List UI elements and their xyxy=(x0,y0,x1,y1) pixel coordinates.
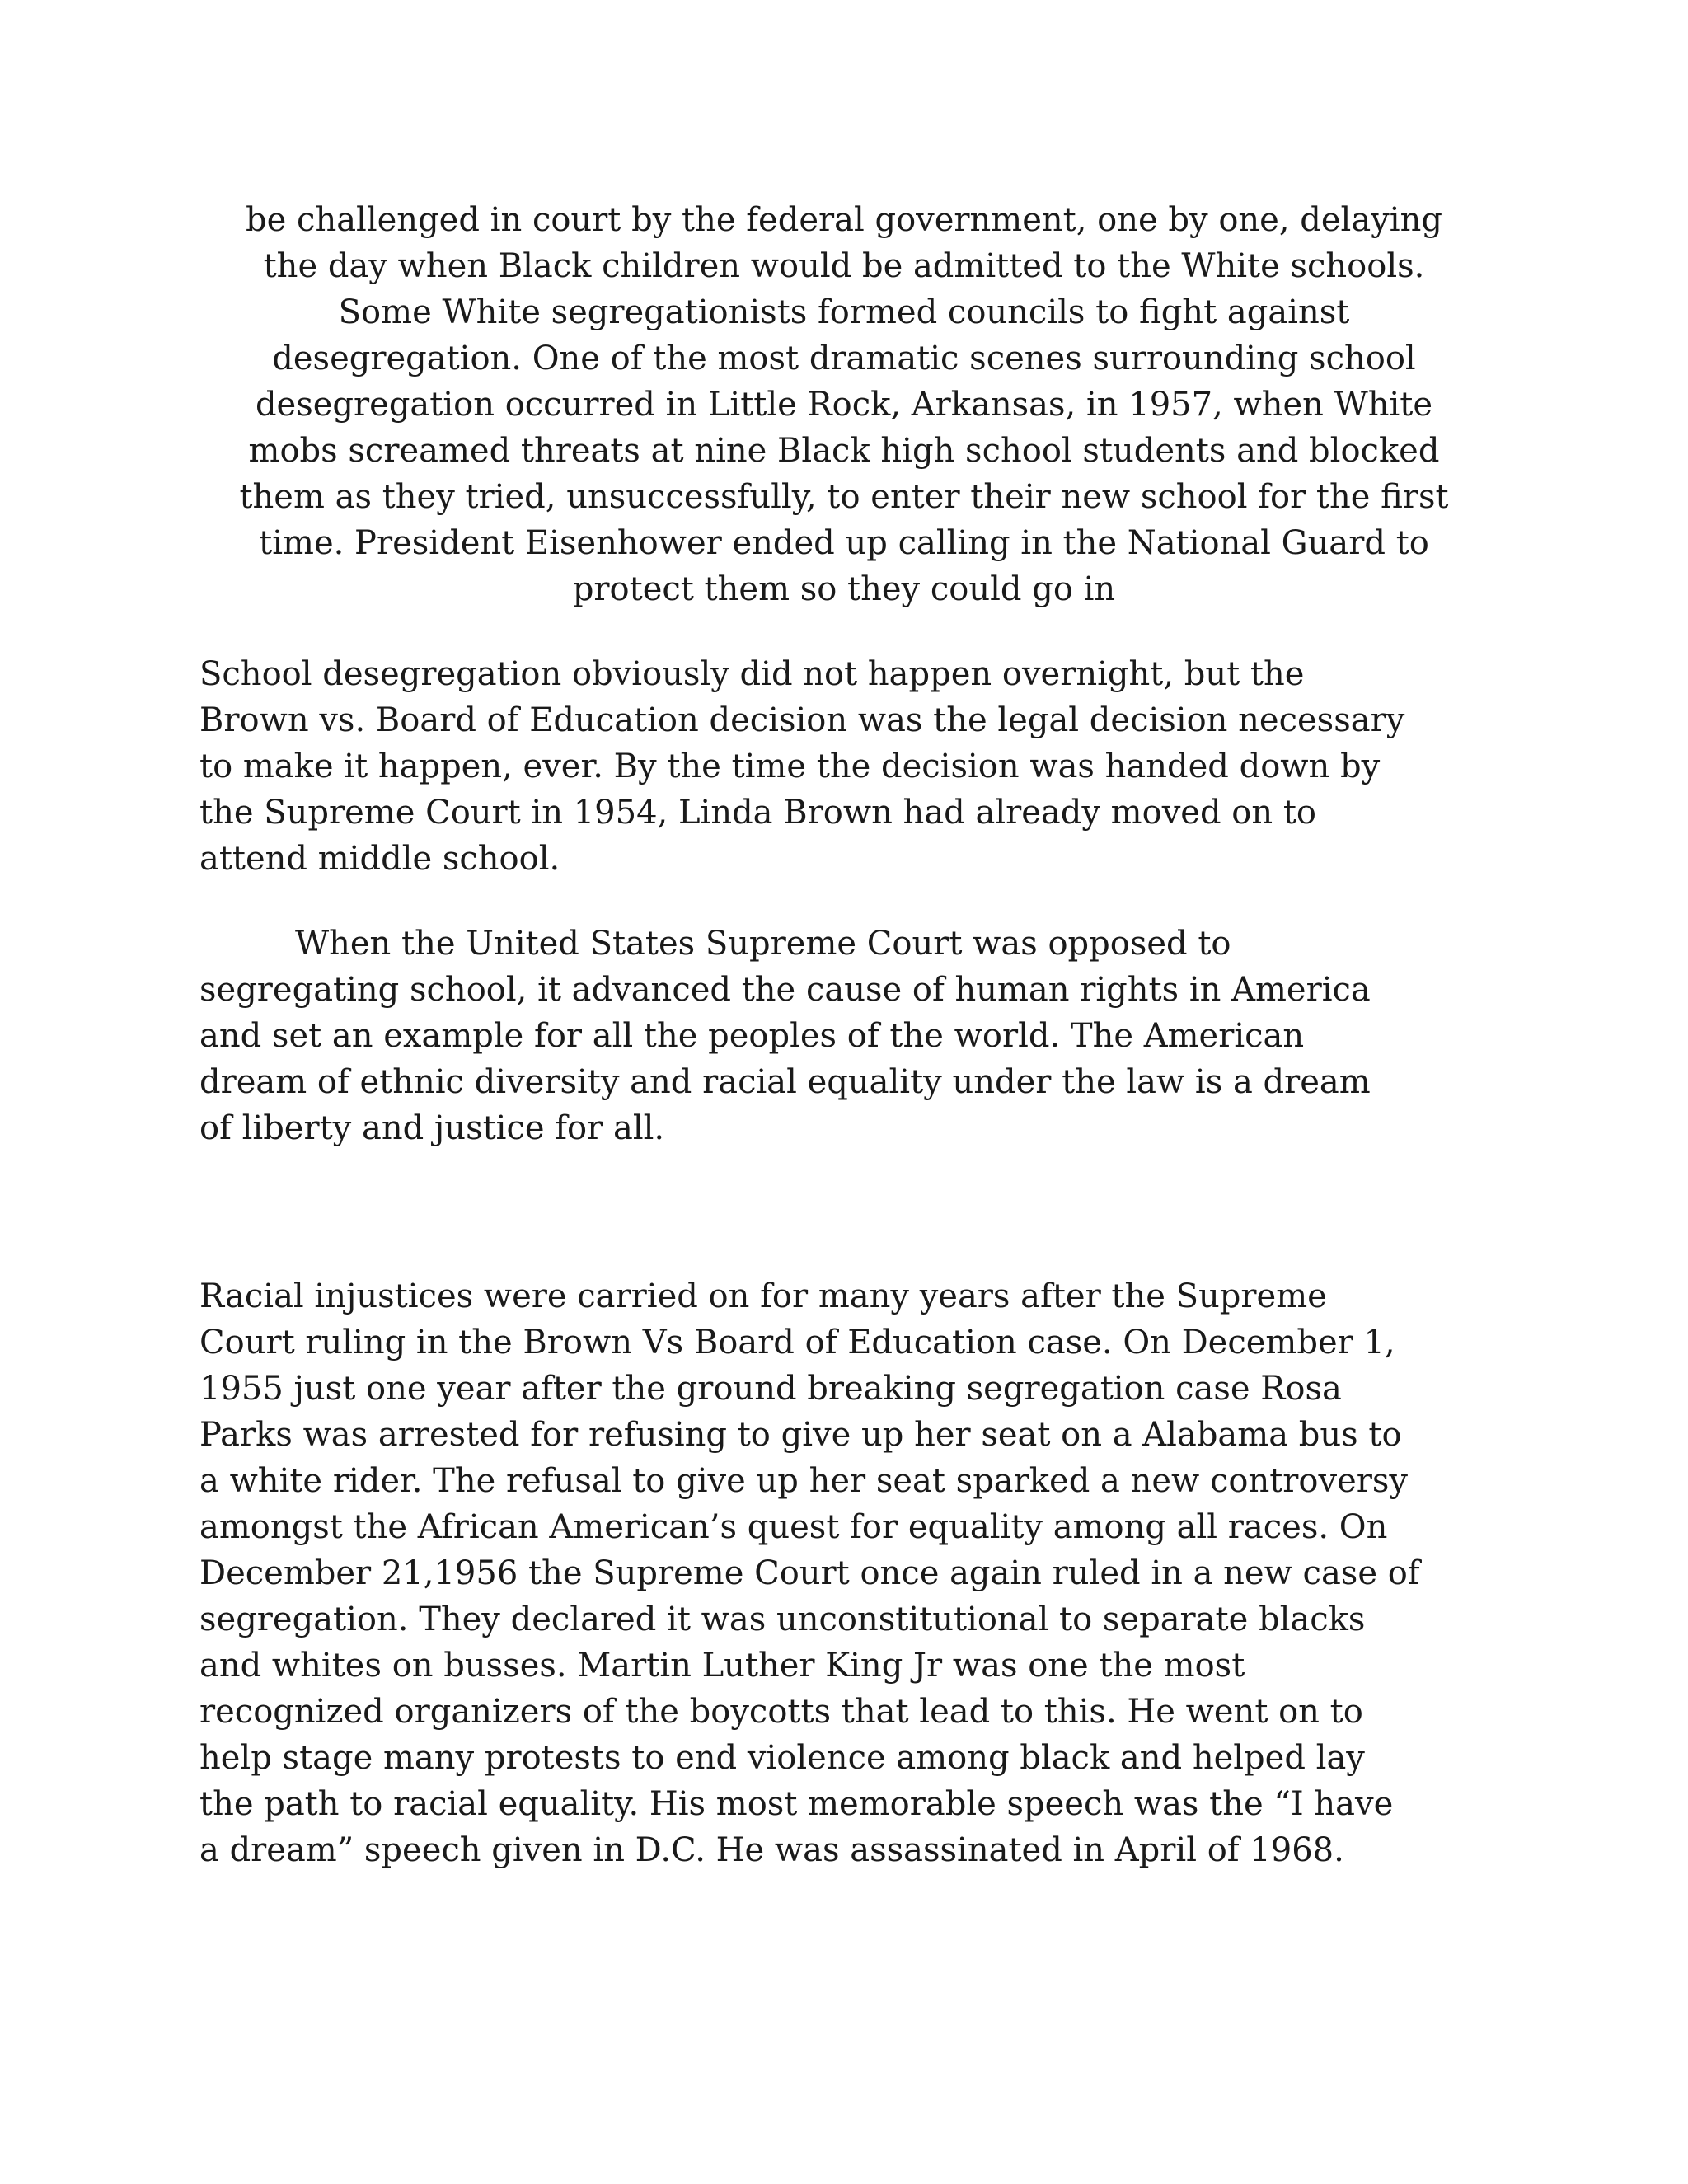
paragraph-1-line: mobs screamed threats at nine Black high school students and blocked xyxy=(248,432,1440,470)
paragraph-3-line: When the United States Supreme Court was opposed to xyxy=(295,925,1231,963)
paragraph-4-line: the path to racial equality. His most memorable speech was the “I have xyxy=(199,1785,1394,1823)
paragraph-1-line: Some White segregationists formed councils to fight against xyxy=(338,293,1350,331)
paragraph-4-line: help stage many protests to end violence among black and helped lay xyxy=(199,1739,1365,1777)
paragraph-1-line: desegregation. One of the most dramatic scenes surrounding school xyxy=(272,340,1416,377)
paragraph-1-line: time. President Eisenhower ended up calling in the National Guard to xyxy=(259,524,1429,562)
paragraph-4-line: a dream” speech given in D.C. He was assassinated in April of 1968. xyxy=(199,1831,1344,1869)
paragraph-4-line: Racial injustices were carried on for many years after the Supreme xyxy=(199,1277,1327,1315)
paragraph-2-line: the Supreme Court in 1954, Linda Brown had already moved on to xyxy=(199,794,1316,832)
paragraph-3-line: and set an example for all the peoples of the world. The American xyxy=(199,1017,1305,1055)
paragraph-2-line: attend middle school. xyxy=(199,840,560,878)
paragraph-4-line: 1955 just one year after the ground breaking segregation case Rosa xyxy=(199,1370,1342,1408)
paragraph-4-line: and whites on busses. Martin Luther King Jr was one the most xyxy=(199,1647,1245,1685)
paragraph-1-line: desegregation occurred in Little Rock, Arkansas, in 1957, when White xyxy=(255,386,1433,424)
paragraph-1-line: protect them so they could go in xyxy=(572,570,1116,608)
paragraph-4-line: December 21,1956 the Supreme Court once again ruled in a new case of xyxy=(199,1554,1420,1592)
paragraph-1-line: them as they tried, unsuccessfully, to enter their new school for the first xyxy=(239,478,1449,516)
paragraph-4-line: recognized organizers of the boycotts that lead to this. He went on to xyxy=(199,1693,1363,1731)
paragraph-4-line: amongst the African American’s quest for equality among all races. On xyxy=(199,1508,1388,1546)
paragraph-2-line: School desegregation obviously did not happen overnight, but the xyxy=(199,655,1305,693)
paragraph-1-line: the day when Black children would be admitted to the White schools. xyxy=(263,247,1425,285)
paragraph-4-line: Parks was arrested for refusing to give up her seat on a Alabama bus to xyxy=(199,1416,1402,1454)
paragraph-4-line: a white rider. The refusal to give up her seat sparked a new controversy xyxy=(199,1462,1408,1500)
paragraph-2-line: Brown vs. Board of Education decision was the legal decision necessary xyxy=(199,701,1405,739)
paragraph-3-line: dream of ethnic diversity and racial equality under the law is a dream xyxy=(199,1063,1371,1101)
paragraph-3-line: segregating school, it advanced the cause of human rights in America xyxy=(199,971,1371,1009)
paragraph-4-line: Court ruling in the Brown Vs Board of Education case. On December 1, xyxy=(199,1324,1395,1361)
paragraph-2-line: to make it happen, ever. By the time the decision was handed down by xyxy=(199,748,1381,785)
paragraph-4-line: segregation. They declared it was unconstitutional to separate blacks xyxy=(199,1601,1366,1638)
paragraph-3-line: of liberty and justice for all. xyxy=(199,1109,665,1147)
paragraph-1-line: be challenged in court by the federal government, one by one, delaying xyxy=(246,201,1442,239)
